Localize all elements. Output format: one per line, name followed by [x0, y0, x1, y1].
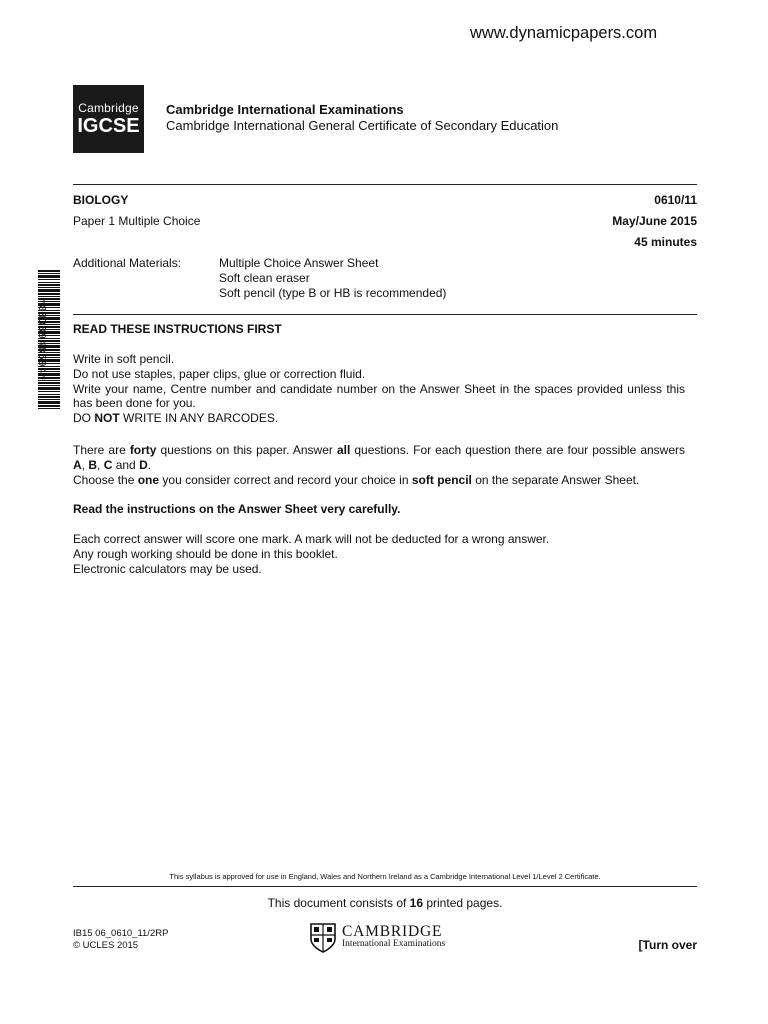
divider-instructions: [73, 314, 697, 315]
instructions-heading: READ THESE INSTRUCTIONS FIRST: [73, 322, 282, 336]
t-c: C: [103, 457, 113, 472]
instruction-line: Write in soft pencil.: [73, 352, 175, 366]
syllabus-note: This syllabus is approved for use in England, Wales and Northern Ireland as a Cambridge International Level 1/Level 2 Certificate.: [169, 872, 601, 881]
t-one: one: [137, 472, 160, 487]
t: on the separate Answer Sheet.: [471, 472, 640, 487]
material-item: Soft clean eraser: [219, 271, 310, 285]
org-title: Cambridge International Examinations: [166, 102, 404, 117]
website-url: www.dynamicpapers.com: [470, 24, 658, 42]
logo-line1: Cambridge: [78, 101, 139, 115]
divider-top: [73, 184, 697, 185]
t: you consider correct and record your choice in: [159, 472, 412, 487]
org-subtitle: Cambridge International General Certificate of Secondary Education: [166, 118, 559, 133]
copyright: © UCLES 2015: [73, 940, 139, 951]
barcode-text: *8833948694*: [36, 298, 47, 382]
divider-footer: [73, 886, 697, 887]
text-do: DO: [73, 411, 95, 426]
cambridge-subtitle: International Examinations: [342, 939, 446, 949]
t: There are: [73, 443, 130, 457]
barcode: [24, 270, 62, 410]
t: Choose the: [73, 472, 138, 487]
cambridge-igcse-logo: [73, 85, 144, 153]
turn-over: [Turn over: [638, 938, 697, 952]
t-pages: 16: [409, 896, 424, 910]
t-b: B: [88, 457, 98, 472]
shield-icon: [310, 923, 336, 953]
t: .: [147, 457, 152, 472]
cambridge-wordmark: CAMBRIDGE: [342, 923, 443, 940]
paper-code: 0610/11: [654, 193, 697, 207]
t-a: A: [73, 457, 82, 472]
instructions-block-1: [73, 352, 685, 426]
instruction-line: Do not use staples, paper clips, glue or correction fluid.: [73, 366, 366, 381]
t: This document consists of: [267, 896, 410, 910]
t: questions on this paper. Answer: [156, 443, 337, 457]
t: and: [112, 457, 140, 472]
text-not: NOT: [94, 411, 120, 426]
paper-name: Paper 1 Multiple Choice: [73, 214, 201, 228]
instruction-line: Any rough working should be done in this booklet.: [73, 546, 338, 561]
t: ,: [81, 457, 89, 472]
cambridge-logo: [310, 922, 470, 954]
instruction-line: [73, 443, 685, 473]
t-soft-pencil: soft pencil: [411, 472, 472, 487]
page-count: [73, 896, 697, 910]
document-ref: IB15 06_0610_11/2RP: [73, 928, 169, 939]
t-forty: forty: [129, 443, 157, 457]
instruction-line: Each correct answer will score one mark. A mark will not be deducted for a wrong answer.: [73, 532, 550, 546]
duration: 45 minutes: [634, 235, 697, 249]
text-rest: WRITE IN ANY BARCODES.: [119, 411, 279, 426]
materials-label: Additional Materials:: [73, 256, 182, 270]
instructions-block-4: [73, 532, 685, 576]
instruction-line: Write your name, Centre number and candidate number on the Answer Sheet in the spaces provided unless this has been done for you.: [73, 381, 685, 411]
instruction-line: Electronic calculators may be used.: [73, 561, 262, 576]
material-item: Soft pencil (type B or HB is recommended): [219, 286, 447, 300]
logo-line2: IGCSE: [77, 115, 140, 137]
subject: BIOLOGY: [73, 193, 129, 207]
instruction-line: [73, 473, 685, 488]
session: May/June 2015: [612, 214, 697, 228]
instructions-block-2: [73, 443, 685, 487]
t: printed pages.: [423, 896, 503, 910]
instruction-line: [73, 411, 685, 426]
instructions-answer-sheet: Read the instructions on the Answer Sheet very carefully.: [73, 502, 401, 516]
materials-list: [219, 256, 446, 301]
t: ,: [97, 457, 104, 472]
t: questions. For each question there are four possible answers: [350, 443, 686, 457]
t-d: D: [139, 457, 148, 472]
t-all: all: [336, 443, 351, 457]
material-item: Multiple Choice Answer Sheet: [219, 256, 379, 270]
